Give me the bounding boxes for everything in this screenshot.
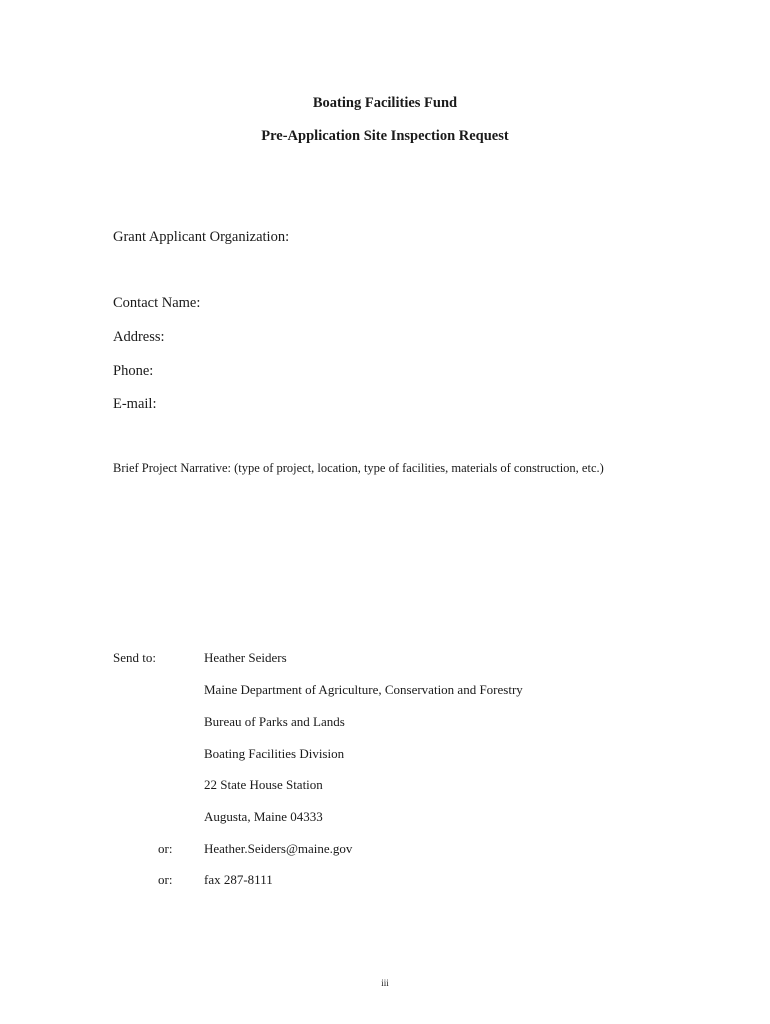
contact-name-field-label: Contact Name:	[113, 295, 201, 311]
recipient-fax: fax 287-8111	[204, 872, 273, 887]
recipient-division: Boating Facilities Division	[204, 746, 345, 761]
page-number: iii	[381, 978, 389, 988]
send-to-label: Send to:	[113, 650, 156, 665]
phone-field-label: Phone:	[113, 363, 154, 379]
document-title: Boating Facilities Fund	[312, 95, 458, 111]
recipient-department: Maine Department of Agriculture, Conservation and Forestry	[204, 682, 523, 697]
recipient-city: Augusta, Maine 04333	[204, 809, 323, 824]
recipient-station: 22 State House Station	[204, 777, 323, 792]
address-field-label: Address:	[113, 329, 165, 345]
or-label-email: or:	[158, 841, 173, 856]
project-narrative-label: Brief Project Narrative: (type of project, location, type of facilities, materials of construction, etc.)	[113, 461, 604, 475]
recipient-bureau: Bureau of Parks and Lands	[204, 714, 345, 729]
document-subtitle: Pre-Application Site Inspection Request	[261, 128, 509, 144]
email-field-label: E-mail:	[113, 396, 157, 412]
recipient-name: Heather Seiders	[204, 650, 287, 665]
or-label-fax: or:	[158, 872, 173, 887]
organization-field-label: Grant Applicant Organization:	[113, 229, 290, 245]
recipient-email: Heather.Seiders@maine.gov	[204, 841, 353, 856]
